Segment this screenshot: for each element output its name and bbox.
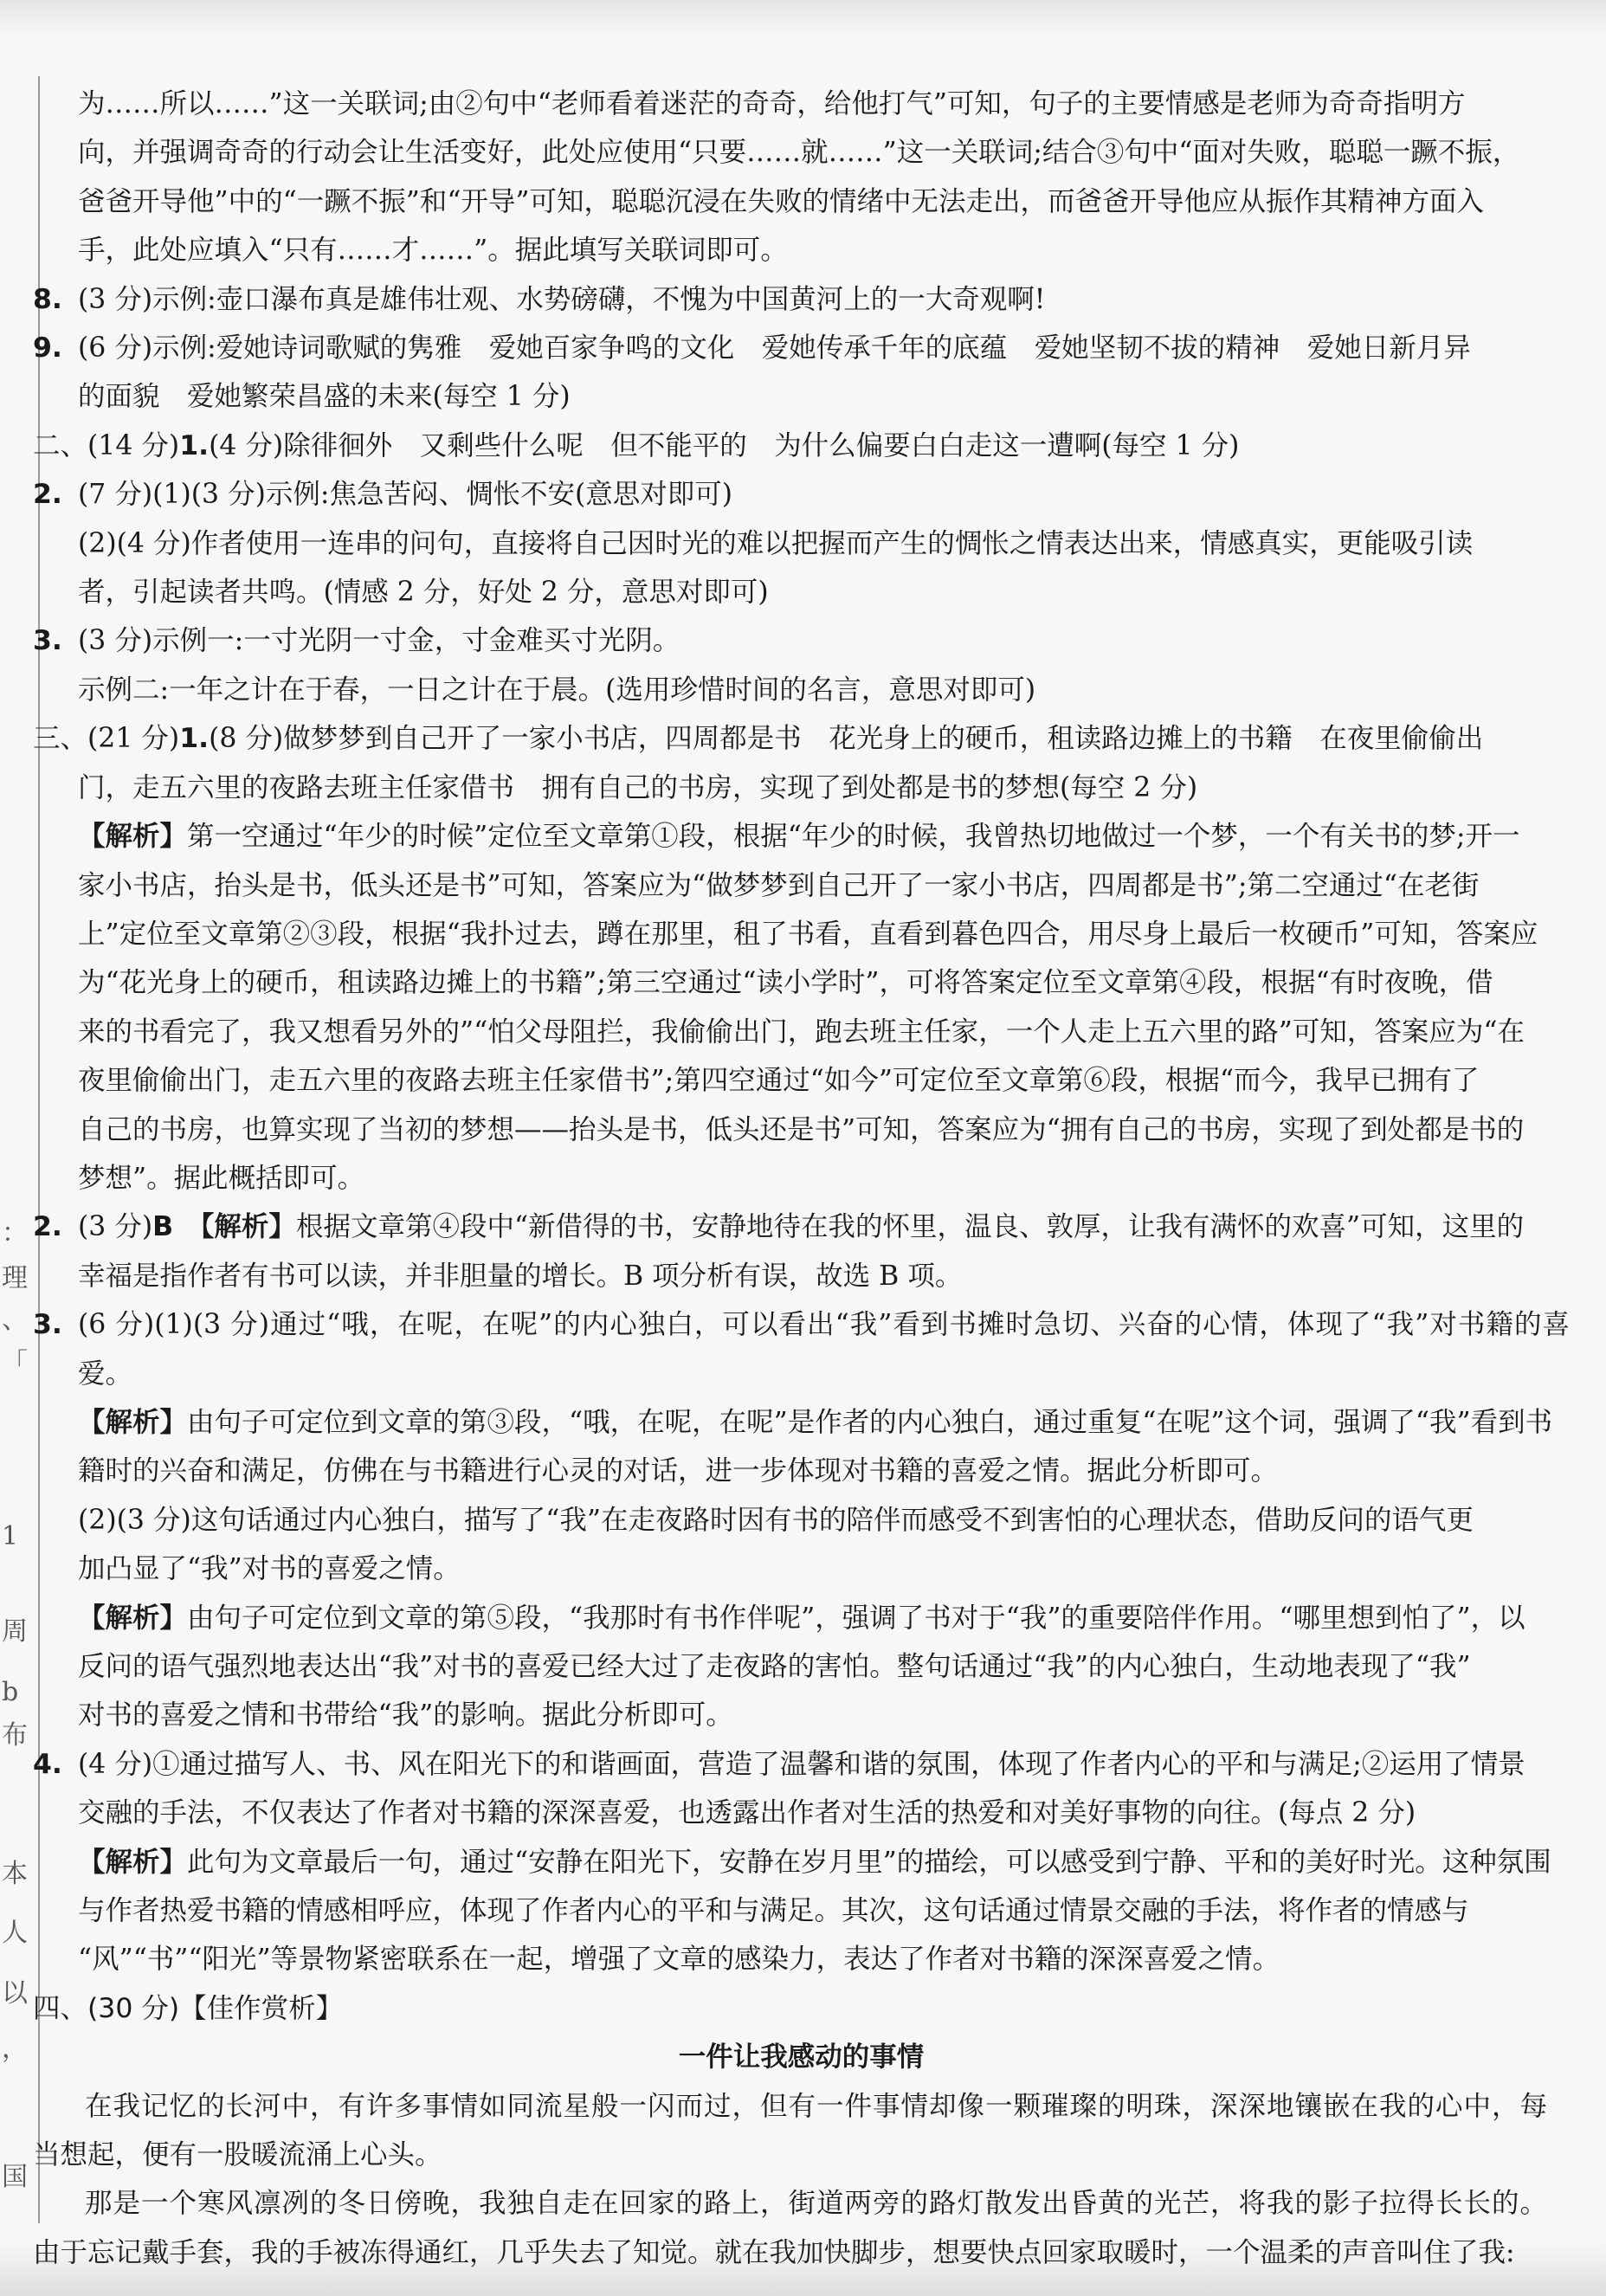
section-3-question-2 (33, 1203, 1570, 1251)
text-line: 爸爸开导他”中的“一蹶不振”和“开导”可知，聪聪沉浸在失败的情绪中无法走出，而爸爸开导他应从振作其精神方面入 (78, 185, 1485, 217)
essay-line: 由于忘记戴手套，我的手被冻得通红，几乎失去了知觉。就在我加快脚步，想要快点回家取暖时，一个温柔的声音叫住了我: (33, 2236, 1515, 2268)
text-line: 与作者热爱书籍的情感相呼应，体现了作者内心的平和与满足。其次，这句话通过情景交融的手法，将作者的情感与 (78, 1895, 1469, 1927)
text-line: 手，此处应填入“只有……才……”。据此填写关联词即可。 (78, 235, 788, 267)
section-3-question-4 (33, 1740, 1570, 1789)
margin-char: ： (2, 1218, 28, 1248)
section-2-question-3 (33, 616, 1570, 665)
text-line: 来的书看完了，我又想看另外的”“怕父母阻拦，我偷偷出门，跑去班主任家，一个人走上五六里的路”可知，答案应为“在 (78, 1016, 1525, 1048)
question-number: 3. (33, 625, 62, 657)
analysis-tag: 【解析】 (78, 1406, 188, 1438)
margin-char: 本 (2, 1859, 28, 1889)
top-shadow (0, 0, 1606, 35)
margin-char: 周 (2, 1616, 28, 1647)
text-line: 籍时的兴奋和满足，仿佛在与书籍进行心灵的对话，进一步体现对书籍的喜爱之情。据此分析即可。 (78, 1455, 1279, 1487)
answer-text: (6 分)(1)(3 分)通过“哦，在呢，在呢”的内心独白，可以看出“我”看到书摊时急切、兴奋的心情，体现了“我”对书籍的喜爱。 (78, 1309, 1570, 1390)
section-2-question-1 (33, 422, 1570, 470)
answer-text: (4 分)除徘徊外 又剩些什么呢 但不能平的 为什么偏要白白走这一遭啊(每空 1 分) (209, 429, 1240, 461)
text-line: 对书的喜爱之情和书带给“我”的影响。据此分析即可。 (78, 1699, 733, 1732)
text-line: 上”定位至文章第②③段，根据“我扑过去，蹲在那里，租了书看，直看到暮色四合，用尽身上最后一枚硬币”可知，答案应 (78, 918, 1538, 950)
text-line: 反问的语气强烈地表达出“我”对书的喜爱已经大过了走夜路的害怕。整句话通过“我”的内心独白，生动地表现了“我” (78, 1651, 1471, 1682)
question-number: 1. (179, 429, 210, 461)
margin-char: 1 (2, 1521, 19, 1551)
answer-text: (8 分)做梦梦到自己开了一家小书店，四周都是书 花光身上的硬币，租读路边摊上的书籍 在夜里偷偷出 (209, 723, 1484, 755)
analysis-tag: 【解析】 (78, 1846, 188, 1878)
score-text: (3 分) (78, 1211, 153, 1243)
text-line: 的面貌 爱她繁荣昌盛的未来(每空 1 分) (78, 381, 571, 413)
analysis-line (33, 1838, 1570, 1886)
analysis-text: 根据文章第④段中“新借得的书，安静地待在我的怀里，温良、敦厚，让我有满怀的欢喜”可知，这里的 (295, 1211, 1525, 1243)
text-line: 者，引起读者共鸣。(情感 2 分，好处 2 分，意思对即可) (78, 577, 769, 609)
analysis-line (33, 812, 1570, 861)
question-number: 2. (33, 479, 62, 511)
essay-line: 当想起，便有一股暖流涌上心头。 (33, 2139, 442, 2171)
answer-text: (4 分)①通过描写人、书、风在阳光下的和谐画面，营造了温馨和谐的氛围，体现了作者内心的平和与满足;②运用了情景 (78, 1748, 1525, 1780)
text-line: (2)(4 分)作者使用一连串的问句，直接将自己因时光的难以把握而产生的惆怅之情表达出来，情感真实，更能吸引读 (78, 527, 1474, 559)
analysis-text: 第一空通过“年少的时候”定位至文章第①段，根据“年少的时候，我曾热切地做过一个梦，一个有关书的梦;开一 (187, 821, 1520, 853)
question-number: 3. (33, 1309, 62, 1341)
analysis-tag: 【解析】 (200, 1211, 296, 1243)
margin-char: 「 (2, 1348, 28, 1378)
text-line: 梦想”。据此概括即可。 (78, 1162, 365, 1194)
text-line: 向，并强调奇奇的行动会让生活变好，此处应使用“只要……就……”这一关联词;结合③句中“面对失败，聪聪一蹶不振， (78, 137, 1520, 169)
analysis-text: 此句为文章最后一句，通过“安静在阳光下，安静在岁月里”的描绘，可以感受到宁静、平和的美好时光。这种氛围 (187, 1846, 1551, 1878)
text-line: 交融的手法，不仅表达了作者对书籍的深深喜爱，也透露出作者对生活的热爱和对美好事物的向往。(每点 2 分) (78, 1797, 1416, 1829)
text-line: “风”“书”“阳光”等景物紧密联系在一起，增强了文章的感染力，表达了作者对书籍的深深喜爱之情。 (78, 1944, 1280, 1976)
analysis-tag: 【解析】 (78, 1602, 188, 1634)
essay-line: 那是一个寒风凛冽的冬日傍晚，我独自走在回家的路上，街道两旁的路灯散发出昏黄的光芒，将我的影子拉得长长的。 (85, 2188, 1549, 2220)
answer-choice: B (152, 1211, 174, 1243)
section-heading: 二、(14 分) (33, 429, 180, 461)
answer-text: (7 分)(1)(3 分)示例:焦急苦闷、惆怅不安(意思对即可) (78, 479, 733, 511)
text-line: 家小书店，抬头是书，低头还是书”可知，答案应为“做梦梦到自己开了一家小书店，四周都是书”;第二空通过“在老街 (78, 869, 1480, 901)
answer-text: (6 分)示例:爱她诗词歌赋的隽雅 爱她百家争鸣的文化 爱她传承千年的底蕴 爱她坚韧不拔的精神 爱她日新月异 (78, 332, 1471, 364)
margin-char: 理 (2, 1263, 28, 1293)
text-line: 自己的书房，也算实现了当初的梦想——抬头是书，低头还是书”可知，答案应为“拥有自己的书房，实现了到处都是书的 (78, 1113, 1525, 1145)
section-2-question-2 (33, 470, 1570, 519)
analysis-line (33, 1398, 1570, 1447)
margin-char: 以 (2, 1978, 28, 2009)
text-line: 夜里偷偷出门，走五六里的夜路去班主任家借书”;第四空通过“如今”可定位至文章第⑥段，根据“而今，我早已拥有了 (78, 1065, 1480, 1097)
section-4-heading: 四、(30 分)【佳作赏析】 (33, 1992, 344, 2024)
question-9 (33, 324, 1570, 372)
section-3-question-3 (33, 1300, 1570, 1398)
text-line: 示例二:一年之计在于春，一日之计在于晨。(选用珍惜时间的名言，意思对即可) (78, 674, 1036, 706)
question-number: 2. (33, 1211, 62, 1243)
text-line: 门，走五六里的夜路去班主任家借书 拥有自己的书房，实现了到处都是书的梦想(每空 2 分) (78, 771, 1198, 803)
text-line: 幸福是指作者有书可以读，并非胆量的增长。B 项分析有误，故选 B 项。 (78, 1260, 963, 1292)
text-line: 为“花光身上的硬币，租读路边摊上的书籍”;第三空通过“读小学时”，可将答案定位至文章第④段，根据“有时夜晚，借 (78, 967, 1493, 999)
text-line: 为……所以……”这一关联词;由②句中“老师看着迷茫的奇奇，给他打气”可知，句子的主要情感是老师为奇奇指明方 (78, 88, 1466, 119)
analysis-tag: 【解析】 (78, 821, 188, 853)
question-8 (33, 275, 1570, 324)
analysis-line (33, 1594, 1570, 1642)
margin-char: 布 (2, 1720, 28, 1751)
margin-char: 、 (2, 1305, 28, 1335)
margin-char: 人 (2, 1918, 28, 1948)
analysis-text: 由句子可定位到文章的第③段，“哦，在呢，在呢”是作者的内心独白，通过重复“在呢”这个词，强调了“我”看到书 (187, 1406, 1553, 1438)
essay-title: 一件让我感动的事情 (678, 2041, 925, 2073)
text-line: 加凸显了“我”对书的喜爱之情。 (78, 1553, 461, 1585)
section-heading: 三、(21 分) (33, 723, 180, 755)
section-3-question-1 (33, 714, 1570, 763)
answer-key-content (33, 80, 1570, 2277)
margin-char: b (2, 1677, 19, 1707)
question-number: 1. (179, 723, 210, 755)
question-number: 8. (33, 283, 62, 315)
answer-text: (3 分)示例一:一寸光阴一寸金，寸金难买寸光阴。 (78, 625, 680, 657)
question-number: 4. (33, 1748, 62, 1780)
answer-text: (3 分)示例:壶口瀑布真是雄伟壮观、水势磅礴，不愧为中国黄河上的一大奇观啊! (78, 283, 1046, 315)
model-essay (33, 2033, 1570, 2277)
essay-line: 在我记忆的长河中，有许多事情如同流星般一闪而过，但有一件事情却像一颗璀璨的明珠，深深地镶嵌在我的心中，每 (85, 2090, 1549, 2122)
analysis-text: 由句子可定位到文章的第⑤段，“我那时有书作伴呢”，强调了书对于“我”的重要陪伴作用。“哪里想到怕了”，以 (187, 1602, 1525, 1634)
text-line: (2)(3 分)这句话通过内心独白，描写了“我”在走夜路时因有书的陪伴而感受不到害怕的心理状态，借助反问的语气更 (78, 1504, 1474, 1536)
left-margin-bleed-text (0, 0, 28, 2296)
margin-char: 国 (2, 2162, 28, 2192)
margin-char: ， (2, 2034, 28, 2064)
question-number: 9. (33, 332, 62, 364)
